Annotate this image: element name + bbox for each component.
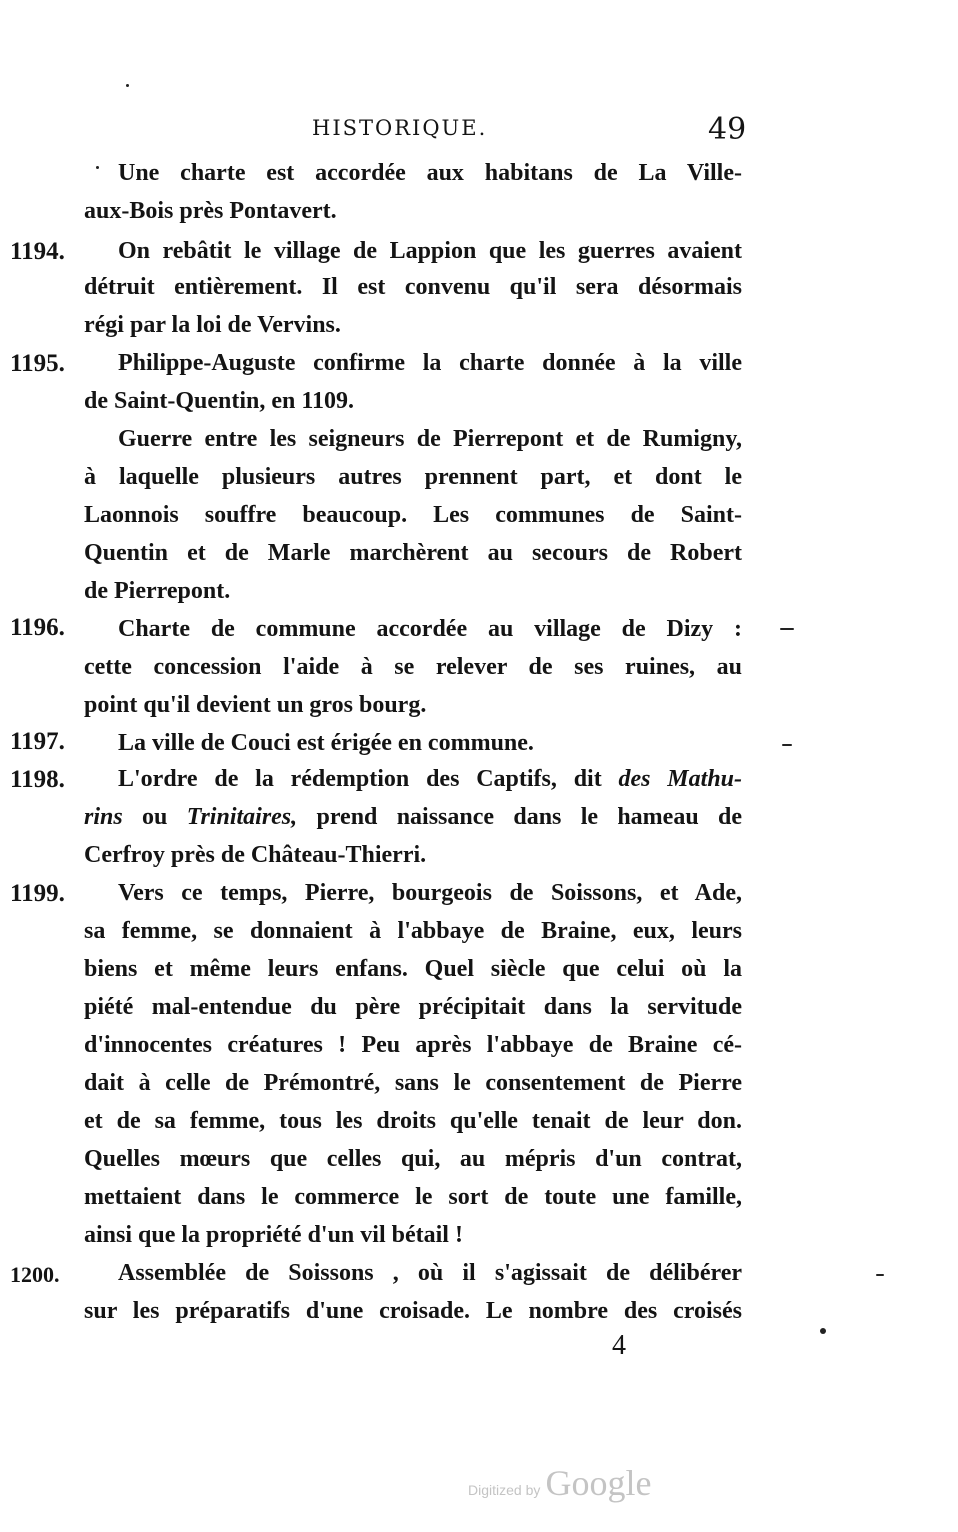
text-line: dait à celle de Prémontré, sans le consentement de Pierre	[84, 1070, 742, 1096]
text-span: prend naissance dans le hameau de	[297, 804, 742, 830]
year-1200: 1200.	[10, 1262, 60, 1287]
text-span: L'ordre de la rédemption des Captifs, dit	[118, 766, 619, 792]
year-1196: 1196.	[10, 614, 65, 641]
text-line: de Saint-Quentin, en 1109.	[84, 388, 355, 414]
text-line: Assemblée de Soissons , où il s'agissait de délibérer	[118, 1260, 742, 1286]
ink-speck	[126, 84, 129, 87]
text-span: ou	[122, 804, 187, 830]
text-line: Vers ce temps, Pierre, bourgeois de Soissons, et Ade,	[118, 880, 742, 906]
text-line: On rebâtit le village de Lappion que les guerres avaient	[118, 238, 742, 264]
italic-span: rins	[84, 804, 123, 830]
text-line: d'innocentes créatures ! Peu après l'abbaye de Braine cé-	[84, 1032, 742, 1058]
text-line: Cerfroy près de Château-Thierri.	[84, 842, 427, 868]
text-line: ainsi que la propriété d'un vil bétail !	[84, 1222, 463, 1248]
text-line: Laonnois souffre beaucoup. Les communes de Saint-	[84, 502, 742, 528]
text-line: piété mal-entendue du père précipitait dans la servitude	[84, 994, 742, 1020]
italic-span: Trinitaires,	[186, 804, 298, 830]
ink-speck	[782, 744, 792, 746]
text-line	[118, 764, 742, 794]
text-line: détruit entièrement. Il est convenu qu'il sera désormais	[84, 274, 742, 300]
text-line: Quentin et de Marle marchèrent au secours de Robert	[84, 540, 742, 566]
year-1197: 1197.	[10, 728, 65, 755]
text-line: régi par la loi de Vervins.	[84, 312, 341, 338]
text-line: Une charte est accordée aux habitans de La Ville-	[118, 160, 742, 186]
ink-speck	[780, 628, 794, 630]
text-line: Philippe-Auguste confirme la charte donnée à la ville	[118, 350, 742, 376]
year-1194: 1194.	[10, 238, 65, 265]
ink-speck	[96, 166, 99, 169]
watermark-brand: Google	[545, 1463, 652, 1503]
watermark-prefix: Digitized by	[468, 1482, 541, 1498]
year-1198: 1198.	[10, 766, 65, 793]
text-line: Guerre entre les seigneurs de Pierrepont et de Rumigny,	[118, 426, 742, 452]
text-line: cette concession l'aide à se relever de ses ruines, au	[84, 654, 742, 680]
year-1195: 1195.	[10, 350, 65, 377]
text-line: mettaient dans le commerce le sort de toute une famille,	[84, 1184, 742, 1210]
page-number: 49	[708, 112, 747, 147]
text-line: La ville de Couci est érigée en commune.	[118, 730, 534, 756]
ink-speck	[820, 1328, 826, 1334]
text-line: et de sa femme, tous les droits qu'elle tenait de leur don.	[84, 1108, 742, 1134]
text-line: à laquelle plusieurs autres prennent part, et dont le	[84, 464, 742, 490]
text-line: point qu'il devient un gros bourg.	[84, 692, 427, 718]
ink-speck	[876, 1274, 884, 1276]
italic-span: des Mathu-	[618, 766, 743, 792]
running-header: HISTORIQUE.	[312, 116, 488, 140]
text-line: Quelles mœurs que celles qui, au mépris d'un contrat,	[84, 1146, 742, 1172]
year-1199: 1199.	[10, 880, 65, 907]
signature-mark: 4	[612, 1330, 626, 1361]
text-line: Charte de commune accordée au village de Dizy :	[118, 616, 742, 642]
text-line: de Pierrepont.	[84, 578, 231, 604]
text-line	[84, 802, 742, 832]
text-line: aux-Bois près Pontavert.	[84, 198, 337, 224]
text-line: sur les préparatifs d'une croisade. Le nombre des croisés	[84, 1298, 742, 1324]
text-line: sa femme, se donnaient à l'abbaye de Braine, eux, leurs	[84, 918, 742, 944]
text-line: biens et même leurs enfans. Quel siècle que celui où la	[84, 956, 742, 982]
watermark	[468, 1462, 651, 1504]
